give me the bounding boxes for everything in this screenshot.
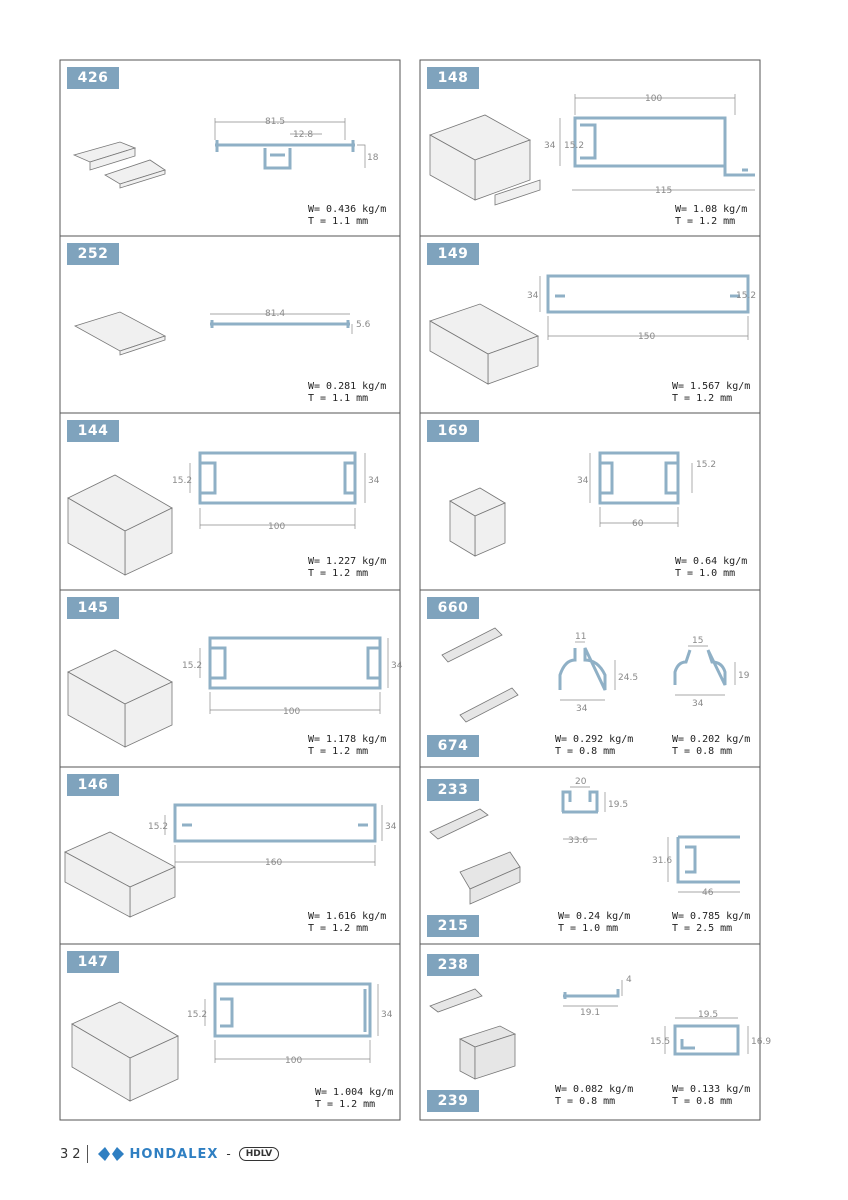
thickness-spec: T = 1.2 mm	[315, 1099, 376, 1110]
dimension-label: 15.2	[148, 822, 169, 832]
product-code: 660	[427, 597, 479, 619]
weight-spec: W= 0.785 kg/m	[672, 911, 751, 922]
product-3d-render	[74, 142, 165, 188]
dimension-label: 19.5	[698, 1010, 719, 1020]
thickness-spec: T = 0.8 mm	[672, 746, 733, 757]
weight-spec: W= 0.281 kg/m	[308, 381, 387, 392]
dimension-label: 11	[575, 632, 587, 642]
dimension-label: 5.6	[356, 320, 371, 330]
product-code: 238	[427, 954, 479, 976]
profile-drawing	[575, 118, 755, 175]
dimension-label: 12.8	[293, 130, 314, 140]
weight-spec: W= 1.227 kg/m	[308, 556, 387, 567]
dimension-label: 24.5	[618, 673, 639, 683]
weight-spec: W= 0.292 kg/m	[555, 734, 634, 745]
dimension-label: 16.9	[751, 1037, 772, 1047]
spec-block	[555, 734, 633, 758]
dimension-label: 100	[268, 522, 286, 532]
profile-drawing	[215, 984, 370, 1036]
weight-spec: W= 1.567 kg/m	[672, 381, 751, 392]
dimension-label: 33.6	[568, 836, 589, 846]
dimension-label: 34	[381, 1010, 393, 1020]
dimension-label: 4	[626, 975, 632, 985]
product-3d-render	[68, 650, 172, 747]
profile-drawing	[210, 638, 380, 688]
spec-block	[308, 911, 386, 935]
profile-drawing	[560, 648, 725, 690]
product-code: 426	[67, 67, 119, 89]
dimension-label: 20	[575, 777, 587, 787]
dimension-label: 15.2	[736, 291, 757, 301]
weight-spec: W= 0.133 kg/m	[672, 1084, 751, 1095]
product-252	[60, 236, 400, 413]
product-3d-render	[442, 628, 518, 722]
spec-block	[675, 204, 747, 228]
thickness-spec: T = 1.1 mm	[308, 393, 369, 404]
dimension-label: 15.2	[696, 460, 717, 470]
thickness-spec: T = 1.0 mm	[675, 568, 736, 579]
footer-divider	[87, 1145, 88, 1163]
product-3d-render	[65, 832, 175, 917]
dimension-label: 31.6	[652, 856, 673, 866]
thickness-spec: T = 1.0 mm	[558, 923, 619, 934]
page-number: 32	[60, 1146, 85, 1162]
product-144	[60, 413, 400, 590]
dimension-label: 34	[527, 291, 539, 301]
product-147	[60, 944, 400, 1120]
weight-spec: W= 1.004 kg/m	[315, 1087, 394, 1098]
dimension-label: 46	[702, 888, 714, 898]
profile-drawing	[215, 140, 355, 168]
dimension-label: 15.2	[182, 661, 203, 671]
product-code: 252	[67, 243, 119, 265]
weight-spec: W= 0.436 kg/m	[308, 204, 387, 215]
thickness-spec: T = 1.2 mm	[675, 216, 736, 227]
spec-block	[558, 911, 630, 935]
dimension-label: 34	[692, 699, 704, 709]
product-3d-render	[430, 809, 520, 904]
dimension-label: 15.2	[187, 1010, 208, 1020]
dimension-label: 34	[576, 704, 588, 714]
thickness-spec: T = 0.8 mm	[672, 1096, 733, 1107]
dimension-label: 81.4	[265, 309, 286, 319]
product-146	[60, 767, 400, 944]
product-238-239	[420, 944, 772, 1120]
profile-drawing	[175, 805, 375, 841]
thickness-spec: T = 1.2 mm	[672, 393, 733, 404]
spec-block	[555, 1084, 633, 1108]
dimension-label: 19	[738, 671, 750, 681]
dimension-label: 15.2	[172, 476, 193, 486]
weight-spec: W= 1.616 kg/m	[308, 911, 387, 922]
dimension-label: 15	[692, 636, 704, 646]
spec-block	[675, 556, 747, 580]
product-code: 169	[427, 420, 479, 442]
dimension-label: 160	[265, 858, 283, 868]
dimension-label: 19.1	[580, 1008, 601, 1018]
weight-spec: W= 0.202 kg/m	[672, 734, 751, 745]
spec-block	[308, 204, 386, 228]
product-code: 233	[427, 779, 479, 801]
dimension-label: 18	[367, 153, 379, 163]
thickness-spec: T = 1.2 mm	[308, 923, 369, 934]
weight-spec: W= 1.08 kg/m	[675, 204, 748, 215]
dimension-label: 15.2	[564, 141, 585, 151]
product-code: 674	[427, 735, 479, 757]
brand-dash: -	[226, 1147, 231, 1161]
product-169	[420, 413, 760, 590]
dimension-label: 34	[391, 661, 403, 671]
dimension-label: 150	[638, 332, 656, 342]
dimension-label: 34	[385, 822, 397, 832]
thickness-spec: T = 0.8 mm	[555, 1096, 616, 1107]
product-3d-render	[430, 989, 515, 1079]
product-code: 144	[67, 420, 119, 442]
thickness-spec: T = 2.5 mm	[672, 923, 733, 934]
dimension-label: 81.5	[265, 117, 286, 127]
sub-brand-logo: HDLV	[239, 1147, 279, 1161]
product-3d-render	[430, 304, 538, 384]
dimension-label: 15.5	[650, 1037, 671, 1047]
product-code: 239	[427, 1090, 479, 1112]
dimension-label: 34	[368, 476, 380, 486]
profile-drawing	[600, 453, 678, 503]
brand-name: HONDALEX	[129, 1146, 219, 1162]
product-code: 147	[67, 951, 119, 973]
hondalex-logo-icon	[98, 1147, 124, 1161]
dimension-label: 34	[544, 141, 556, 151]
spec-block	[672, 381, 750, 405]
profile-drawing	[200, 453, 355, 503]
product-660-674	[420, 590, 760, 767]
weight-spec: W= 0.24 kg/m	[558, 911, 631, 922]
product-426	[60, 60, 400, 236]
product-code: 148	[427, 67, 479, 89]
dimension-label: 115	[655, 186, 673, 196]
product-code: 145	[67, 597, 119, 619]
product-3d-render	[450, 488, 505, 556]
profile-drawing	[548, 276, 748, 312]
dimension-label: 19.5	[608, 800, 629, 810]
product-148	[420, 60, 760, 236]
weight-spec: W= 0.082 kg/m	[555, 1084, 634, 1095]
product-3d-render	[68, 475, 172, 575]
product-3d-render	[430, 115, 540, 205]
product-code: 149	[427, 243, 479, 265]
thickness-spec: T = 1.2 mm	[308, 746, 369, 757]
spec-block	[315, 1087, 393, 1111]
product-149	[420, 236, 760, 413]
page-footer	[60, 1144, 279, 1164]
thickness-spec: T = 1.1 mm	[308, 216, 369, 227]
product-3d-render	[72, 1002, 178, 1101]
dimension-label: 60	[632, 519, 644, 529]
profile-drawing	[210, 320, 350, 328]
spec-block	[672, 734, 750, 758]
dimension-label: 100	[285, 1056, 303, 1066]
profile-drawing	[562, 792, 740, 882]
product-code: 146	[67, 774, 119, 796]
dimension-label: 100	[283, 707, 301, 717]
dimension-label: 34	[577, 476, 589, 486]
product-145	[60, 590, 403, 767]
spec-block	[672, 1084, 750, 1108]
dimension-label: 100	[645, 94, 663, 104]
spec-block	[308, 734, 386, 758]
spec-block	[308, 556, 386, 580]
product-code: 215	[427, 915, 479, 937]
spec-block	[672, 911, 750, 935]
product-3d-render	[75, 312, 165, 355]
weight-spec: W= 0.64 kg/m	[675, 556, 748, 567]
product-233-215	[420, 767, 760, 944]
weight-spec: W= 1.178 kg/m	[308, 734, 387, 745]
thickness-spec: T = 1.2 mm	[308, 568, 369, 579]
spec-block	[308, 381, 386, 405]
thickness-spec: T = 0.8 mm	[555, 746, 616, 757]
